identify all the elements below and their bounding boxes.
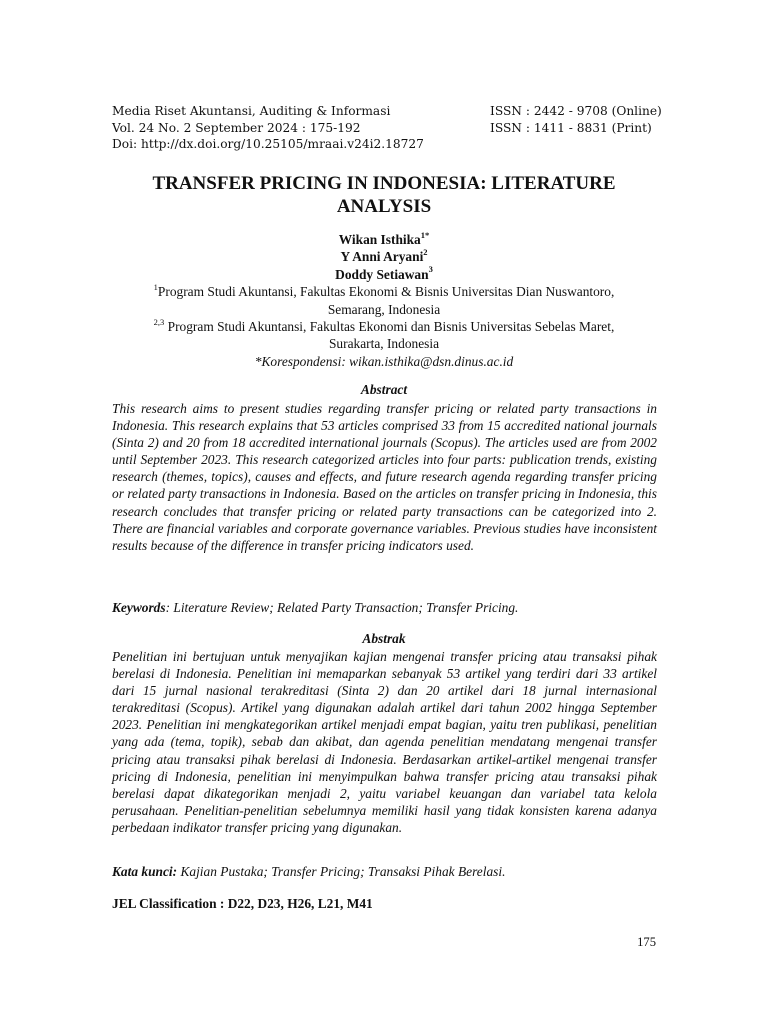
volume-info: Vol. 24 No. 2 September 2024 : 175-192 xyxy=(112,120,361,135)
author-1-name: Wikan Isthika xyxy=(338,232,421,247)
doi-link[interactable]: Doi: http://dx.doi.org/10.25105/mraai.v24i2.18727 xyxy=(112,137,424,152)
keywords-line xyxy=(112,599,657,616)
abstrak-heading: Abstrak xyxy=(362,631,406,646)
author-2 xyxy=(112,248,656,265)
header-row-2 xyxy=(112,120,660,137)
affiliation-2-line-2: Surakarta, Indonesia xyxy=(328,336,440,352)
affiliation-2 xyxy=(112,318,656,353)
issn-online: ISSN : 2442 - 9708 (Online) xyxy=(490,104,662,118)
author-2-sup: 2 xyxy=(423,246,428,257)
kata-kunci-label: Kata kunci: xyxy=(112,864,178,879)
affiliation-1-line-2: Semarang, Indonesia xyxy=(327,301,441,317)
author-1 xyxy=(112,231,656,248)
issn-print: ISSN : 1411 - 8831 (Print) xyxy=(490,120,652,135)
affiliation-1-line-1: Program Studi Akuntansi, Fakultas Ekonomi & Bisnis Universitas Dian Nuswantoro, xyxy=(157,284,615,300)
kata-kunci-line xyxy=(112,863,657,880)
affiliation-2-line-1: Program Studi Akuntansi, Fakultas Ekonomi dan Bisnis Universitas Sebelas Maret, xyxy=(164,319,615,335)
author-3-sup: 3 xyxy=(428,264,433,275)
affiliation-1 xyxy=(112,283,656,318)
author-3-name: Doddy Setiawan xyxy=(335,266,429,282)
keywords-label: Keywords xyxy=(112,600,166,615)
header-row-1 xyxy=(112,103,660,120)
correspondence-email[interactable]: *Korespondensi: wikan.isthika@dsn.dinus.ac.id xyxy=(254,353,514,369)
journal-header xyxy=(112,103,660,153)
jel-classification: JEL Classification : D22, D23, H26, L21, M41 xyxy=(112,896,373,911)
title-line-2: ANALYSIS xyxy=(336,196,432,217)
paper-title xyxy=(112,172,656,218)
keywords-text: : Literature Review; Related Party Transaction; Transfer Pricing. xyxy=(165,600,519,615)
author-3 xyxy=(112,266,656,283)
page-number: 175 xyxy=(637,935,656,949)
author-block xyxy=(112,231,656,370)
abstract-text: This research aims to present studies regarding transfer pricing or related party transactions in Indonesia. This research explains that 53 articles comprised 33 from 15 accredited national journals (Sinta 2) and 20 from 18 accredited international journals (Scopus). The articles used are from 2002 until September 2023. This research categorized articles into four parts: publication trends, existing research (themes, topics), causes and effects, and future research agenda regarding transfer pricing or related party transactions in Indonesia. Based on the articles on transfer pricing in Indonesia, this research concludes that transfer pricing or related party transactions can be categorized into 2. There are financial variables and corporate governance variables. Previous studies have inconsistent results because of the difference in transfer pricing indicators used. xyxy=(112,401,657,553)
title-line-1: TRANSFER PRICING IN INDONESIA: LITERATURE xyxy=(152,173,616,194)
abstract-heading: Abstract xyxy=(360,382,408,397)
affiliation-1-sup: 1 xyxy=(153,281,158,292)
author-2-name: Y Anni Aryani xyxy=(340,249,424,265)
affiliation-2-sup: 2,3 xyxy=(153,316,165,327)
author-1-sup: 1* xyxy=(420,229,430,240)
header-row-3 xyxy=(112,136,660,153)
abstrak-text: Penelitian ini bertujuan untuk menyajikan kajian mengenai transfer pricing atau transaksi pihak berelasi di Indonesia. Penelitian ini memaparkan sebanyak 53 artikel yang terdiri dari 33 artikel dari 15 jurnal nasional terakreditasi (Sinta 2) dan 20 artikel dari 18 jurnal internasional terakreditasi (Scopus). Artikel yang digunakan adalah artikel dari tahun 2002 hingga September 2023. Penelitian ini mengkategorikan artikel menjadi empat bagian, yaitu tren publikasi, penelitian yang ada (tema, topik), sebab dan akibat, dan agenda penelitian mendatang mengenai transfer pricing atau transaksi pihak berelasi di Indonesia. Berdasarkan artikel-artikel mengenai transfer pricing di Indonesia, penelitian ini menyimpulkan bahwa transfer pricing atau transaksi pihak berelasi dapat dikategorikan menjadi 2, yaitu variabel keuangan dan variabel tata kelola perusahaan. Penelitian-penelitian sebelumnya memiliki hasil yang tidak konsisten karena adanya perbedaan indikator transfer pricing yang digunakan. xyxy=(112,649,657,835)
journal-name: Media Riset Akuntansi, Auditing & Informasi xyxy=(112,104,391,118)
kata-kunci-text: Kajian Pustaka; Transfer Pricing; Transaksi Pihak Berelasi. xyxy=(177,864,506,879)
